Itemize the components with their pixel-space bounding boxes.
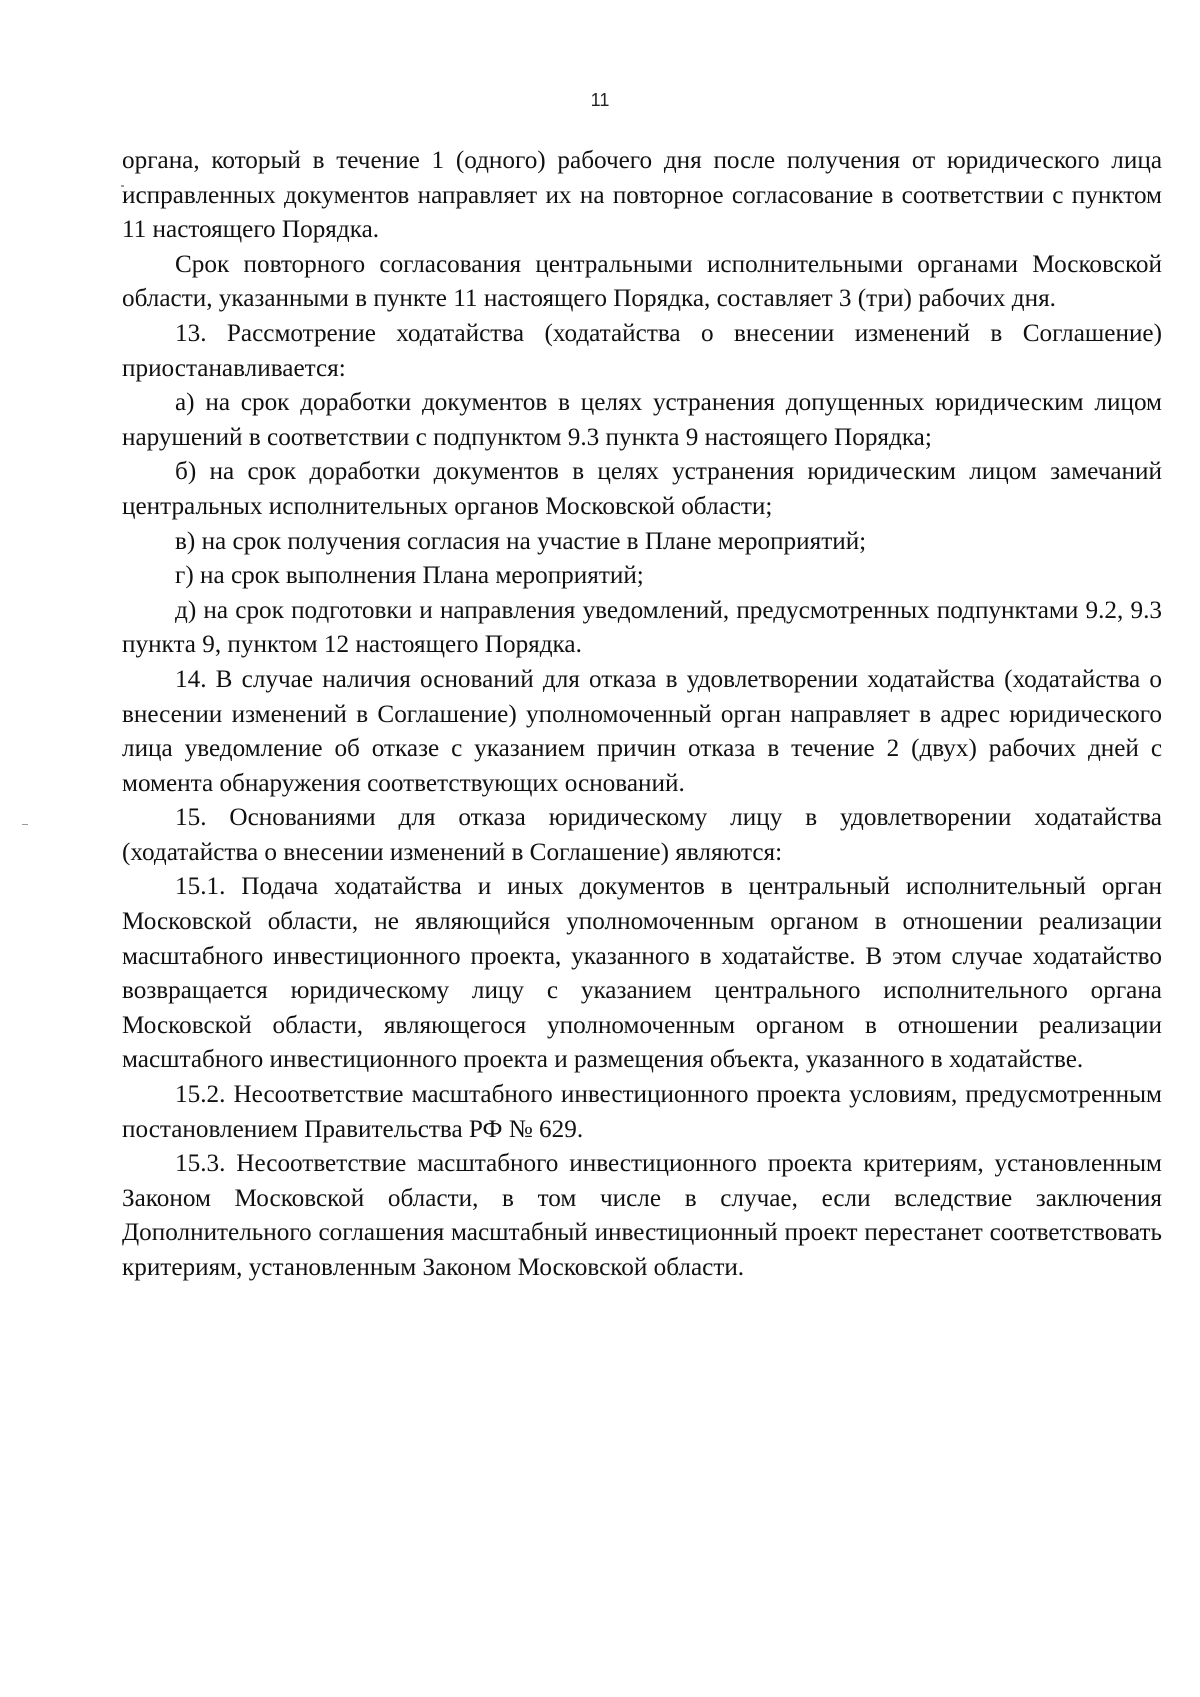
paragraph-15-1: 15.1. Подача ходатайства и иных документов в центральный исполнительный орган Московской области, не являющийся уполномоченным органом в отношении реализации масштабного инвестиционного проекта, указанного в ходатайстве. В этом случае ходатайство возвращается юридическому лицу с указанием центрального исполнительного органа Московской области, являющегося уполномоченным органом в отношении реализации масштабного инвестиционного проекта и размещения объекта, указанного в ходатайстве.	[122, 873, 1162, 1074]
paragraph-13-v: в) на срок получения согласия на участие в Плане мероприятий;	[175, 527, 867, 555]
paragraph-continuation: органа, который в течение 1 (одного) рабочего дня после получения от юридического лица исправленных документов направляет их на повторное согласование в соответствии с пунктом 11 настоящего Порядка.	[122, 147, 1162, 244]
paragraph-repeat-approval-term: Срок повторного согласования центральными исполнительными органами Московской области, указанными в пункте 11 настоящего Порядка, составляет 3 (три) рабочих дня.	[122, 250, 1162, 313]
paragraph-13-a: а) на срок доработки документов в целях устранения допущенных юридическим лицом нарушений в соответствии с подпунктом 9.3 пункта 9 настоящего Порядка;	[122, 389, 1162, 451]
scan-speck	[22, 824, 28, 825]
page-number: 11	[590, 90, 610, 110]
paragraph-13: 13. Рассмотрение ходатайства (ходатайства о внесении изменений в Соглашение) приостанавливается:	[122, 319, 1162, 382]
paragraph-13-d: д) на срок подготовки и направления уведомлений, предусмотренных подпунктами 9.2, 9.3 пункта 9, пунктом 12 настоящего Порядка.	[122, 596, 1162, 659]
paragraph-15: 15. Основаниями для отказа юридическому лицу в удовлетворении ходатайства (ходатайства о внесении изменений в Соглашение) являются:	[122, 804, 1162, 866]
paragraph-14: 14. В случае наличия оснований для отказа в удовлетворении ходатайства (ходатайства о внесении изменений в Соглашение) уполномоченный орган направляет в адрес юридического лица уведомление об отказе с указанием причин отказа в течение 2 (двух) рабочих дней с момента обнаружения соответствующих оснований.	[122, 665, 1162, 797]
paragraph-13-g: г) на срок выполнения Плана мероприятий;	[175, 562, 644, 590]
paragraph-15-2: 15.2. Несоответствие масштабного инвестиционного проекта условиям, предусмотренным постановлением Правительства РФ № 629.	[122, 1081, 1162, 1143]
paragraph-15-3: 15.3. Несоответствие масштабного инвестиционного проекта критериям, установленным Законом Московской области, в том числе в случае, если вследствие заключения Дополнительного соглашения масштабный инвестиционный проект перестанет соответствовать критериям, установленным Законом Московской области.	[122, 1150, 1162, 1281]
document-body	[122, 144, 1162, 1286]
paragraph-13-b: б) на срок доработки документов в целях устранения юридическим лицом замечаний центральных исполнительных органов Московской области;	[122, 458, 1162, 520]
